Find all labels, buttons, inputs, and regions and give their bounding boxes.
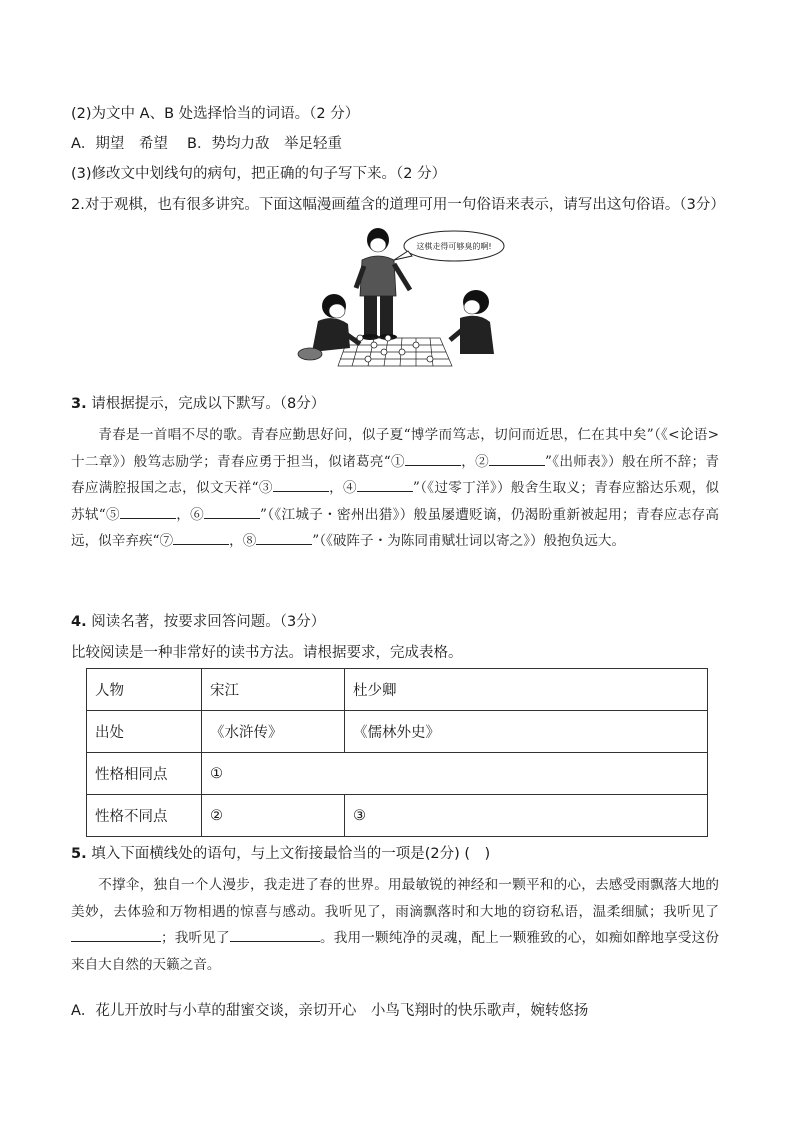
table-cell: 人物 [87, 669, 202, 711]
q2-number: 2. [71, 197, 85, 213]
speech-bubble-text: 这棋走得可够臭的啊! [416, 242, 492, 251]
q2-text: 对于观棋，也有很多讲究。下面这幅漫画蕴含的道理可用一句俗语来表示，请写出这句俗语。（3分） [84, 197, 725, 213]
q5-seg2: ；我听见了 [161, 930, 230, 946]
table-row [87, 753, 708, 795]
table-row [87, 711, 708, 753]
q5-number: 5. [71, 846, 87, 862]
comparison-table [86, 668, 708, 837]
table-cell: 性格相同点 [87, 753, 202, 795]
blank-10[interactable] [230, 927, 320, 942]
table-row [87, 795, 708, 837]
q5-title: 填入下面横线处的语句，与上文衔接最恰当的一项是(2分) ( ) [86, 846, 491, 862]
chess-cartoon-illustration [290, 226, 505, 371]
q5-seg1: 不撑伞，独自一个人漫步，我走进了春的世界。用最敏锐的神经和一颗平和的心，去感受雨飘落大地的美妙，去体验和万物相遇的惊喜与感动。我听见了，雨滴飘落时和大地的窃窃私语，温柔细腻；我听见了 [71, 877, 719, 920]
table-cell: 《儒林外史》 [345, 711, 708, 753]
table-cell: 性格不同点 [87, 795, 202, 837]
blank-6[interactable] [204, 504, 260, 519]
table-cell: 宋江 [202, 669, 345, 711]
table-row [87, 669, 708, 711]
q3-seg3: ”《出师表》）般在所不辞；青春应满腔报国之志，似文天祥“③ [71, 453, 719, 496]
q3-seg1: 青春是一首唱不尽的歌。青春应勤思好问，似子夏“博学而笃志，切问而近思，仁在其中矣”（《<论语>十二章》）般笃志励学；青春应勇于担当，似诸葛亮“① [71, 427, 719, 470]
blank-2[interactable] [489, 451, 545, 466]
blank-5[interactable] [120, 504, 176, 519]
q4-intro: 比较阅读是一种非常好的读书方法。请根据要求，完成表格。 [71, 645, 463, 661]
q1-options: A．期望 希望 B．势均力敌 举足轻重 [71, 136, 342, 152]
blank-9[interactable] [71, 927, 161, 942]
blank-8[interactable] [256, 530, 312, 545]
q4-question [71, 612, 325, 632]
blank-7[interactable] [173, 530, 229, 545]
q3-number: 3. [71, 396, 87, 412]
q3-seg9: ”（《破阵子・为陈同甫赋壮词以寄之》）般抱负远大。 [312, 533, 626, 549]
q2-question [71, 195, 725, 215]
q3-seg4: ，④ [328, 480, 357, 496]
q3-seg7: ”（《江城子・密州出猎》）般虽屡遭贬谪，仍渴盼重新被起用；青春应志存高远，似辛弃疾“⑦ [71, 506, 719, 549]
answer-cell-3[interactable]: ③ [345, 795, 708, 837]
q4-title: 阅读名著，按要求回答问题。（3分） [86, 614, 326, 630]
q3-seg5: ”（《过零丁洋》）般舍生取义；青春应豁达乐观，似苏轼“⑤ [71, 480, 719, 523]
q3-seg6: ，⑥ [175, 506, 205, 523]
blank-1[interactable] [405, 451, 461, 466]
q3-passage [71, 422, 719, 555]
q5-question [71, 844, 490, 864]
q1-part2: (2)为文中 A、B 处选择恰当的词语。（2 分） [71, 106, 360, 122]
q5-passage [71, 872, 719, 978]
answer-cell-1[interactable]: ① [202, 753, 708, 795]
answer-cell-2[interactable]: ② [202, 795, 345, 837]
q4-number: 4. [71, 614, 87, 630]
q5-seg3: 。我用一颗纯净的灵魂，配上一颗雅致的心，如痴如醉地享受这份来自大自然的天籁之音。 [71, 930, 720, 973]
q3-seg8: ，⑧ [229, 533, 257, 549]
blank-3[interactable] [273, 477, 329, 492]
q5-option-a[interactable]: A．花儿开放时与小草的甜蜜交谈，亲切开心 小鸟飞翔时的快乐歌声，婉转悠扬 [71, 1003, 589, 1019]
table-cell: 《水浒传》 [202, 711, 345, 753]
q3-seg2: ，② [460, 453, 490, 470]
table-cell: 杜少卿 [345, 669, 708, 711]
table-cell: 出处 [87, 711, 202, 753]
q3-title: 请根据提示，完成以下默写。（8分） [86, 396, 326, 412]
blank-4[interactable] [357, 477, 413, 492]
q3-question [71, 394, 325, 414]
q1-part3: (3)修改文中划线句的病句，把正确的句子写下来。（2 分） [71, 166, 447, 182]
